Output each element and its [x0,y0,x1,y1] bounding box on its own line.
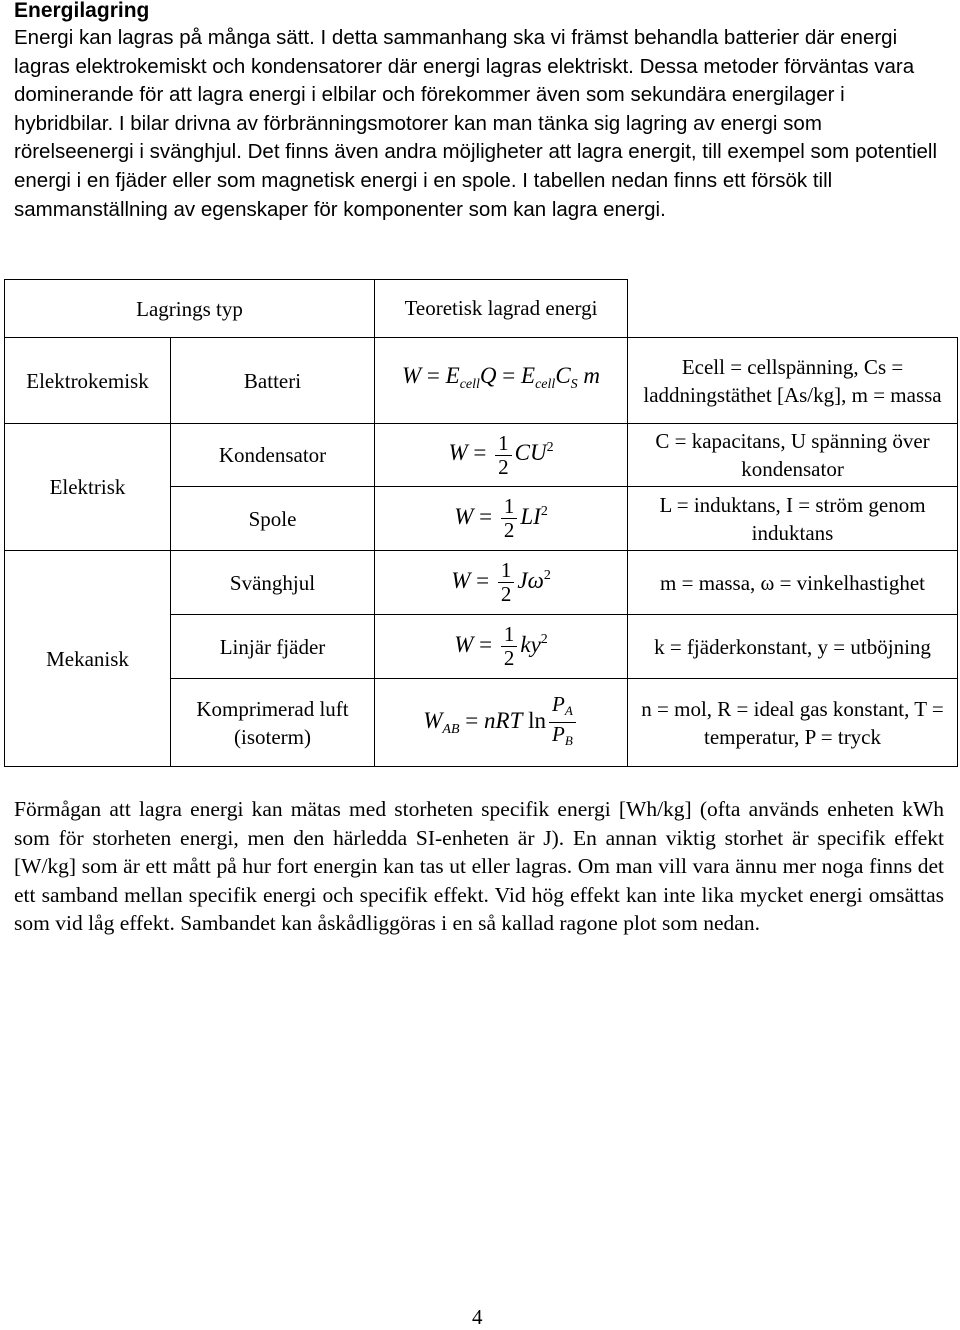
description-svanghjul: m = massa, ω = vinkelhastighet [628,551,958,615]
intro-sentence: Det finns även andra möjligheter att lagra energit, till exempel som potentiell energi i en fjäder eller som magnetisk energi i en spole. [14,140,938,192]
formula-kondensator: W = $\frac{1}{2}$ $CU^2$ [375,424,628,487]
closing-paragraph: Förmågan att lagra energi kan mätas med storheten specifik energi [Wh/kg] (ofta används enheten kWh som för storheten energi, men den härledda SI-enheten är J). En annan viktig storhet är specifik effekt [W/kg] som är ett mått på hur fort energin kan tas ut eller lagras. Om man vill vara ännu mer noga finns det ett samband mellan specifik energi och specifik effekt. Vid hög effekt kan inte lika mycket energi omsättas som vid låg effekt. Sambandet kan åskådliggöras i en så kallad ragone plot som nedan. [14,797,944,936]
component-komprimerad-luft: Komprimerad luft (isoterm) [171,679,375,767]
category-elektrisk: Elektrisk [5,424,171,551]
intro-paragraph [14,24,944,224]
component-spole: Spole [171,487,375,551]
header-storage-type: Lagrings typ [5,280,375,338]
formula-komprimerad-luft: $W_{AB}$ = nRT ln $\frac{P_A}{P_B}$ [375,679,628,767]
section-heading: Energilagring [14,0,150,22]
intro-sentence: Dessa metoder förväntas vara dominerande för att lagra energi i elbilar och förekommer även som sekundära energilager i hybridbilar. [14,54,915,135]
header-theoretical-energy: Teoretisk lagrad energi [375,280,628,338]
formula-spole: W = $\frac{1}{2}$ $LI^2$ [375,487,628,551]
formula-batteri: $W = E_{cell}Q = E_{cell}C_S$ m [375,338,628,424]
category-mekanisk: Mekanisk [5,551,171,767]
component-linjar-fjader: Linjär fjäder [171,615,375,679]
component-svanghjul: Svänghjul [171,551,375,615]
formula-svanghjul: W = $\frac{1}{2}$ $J\omega^2$ [375,551,628,615]
description-kondensator: C = kapacitans, U spänning över kondensator [628,424,958,487]
header-blank-cell [628,280,958,338]
energy-storage-table [4,279,958,767]
intro-sentence: I bilar drivna av förbränningsmotorer kan man tänka sig lagring av energi som rörelseenergi i svänghjul. [14,111,822,164]
description-batteri: Ecell = cellspänning, Cs = laddningstäthet [As/kg], m = massa [628,338,958,424]
intro-sentence: Energi kan lagras på många sätt. I detta sammanhang ska vi främst behandla batterier där energi lagras elektrokemiskt och kondensatorer där energi lagras elektriskt. [14,26,898,78]
description-spole: L = induktans, I = ström genom induktans [628,487,958,551]
component-batteri: Batteri [171,338,375,424]
description-linjar-fjader: k = fjäderkonstant, y = utböjning [628,615,958,679]
category-elektrokemisk: Elektrokemisk [5,338,171,424]
intro-sentence: I tabellen nedan finns ett försök till sammanställning av egenskaper för komponenter som kan lagra energi. [14,168,833,221]
page-number: 4 [472,1305,483,1329]
formula-linjar-fjader: W = $\frac{1}{2}$ $ky^2$ [375,615,628,679]
description-komprimerad-luft: n = mol, R = ideal gas konstant, T = temperatur, P = tryck [628,679,958,767]
component-kondensator: Kondensator [171,424,375,487]
